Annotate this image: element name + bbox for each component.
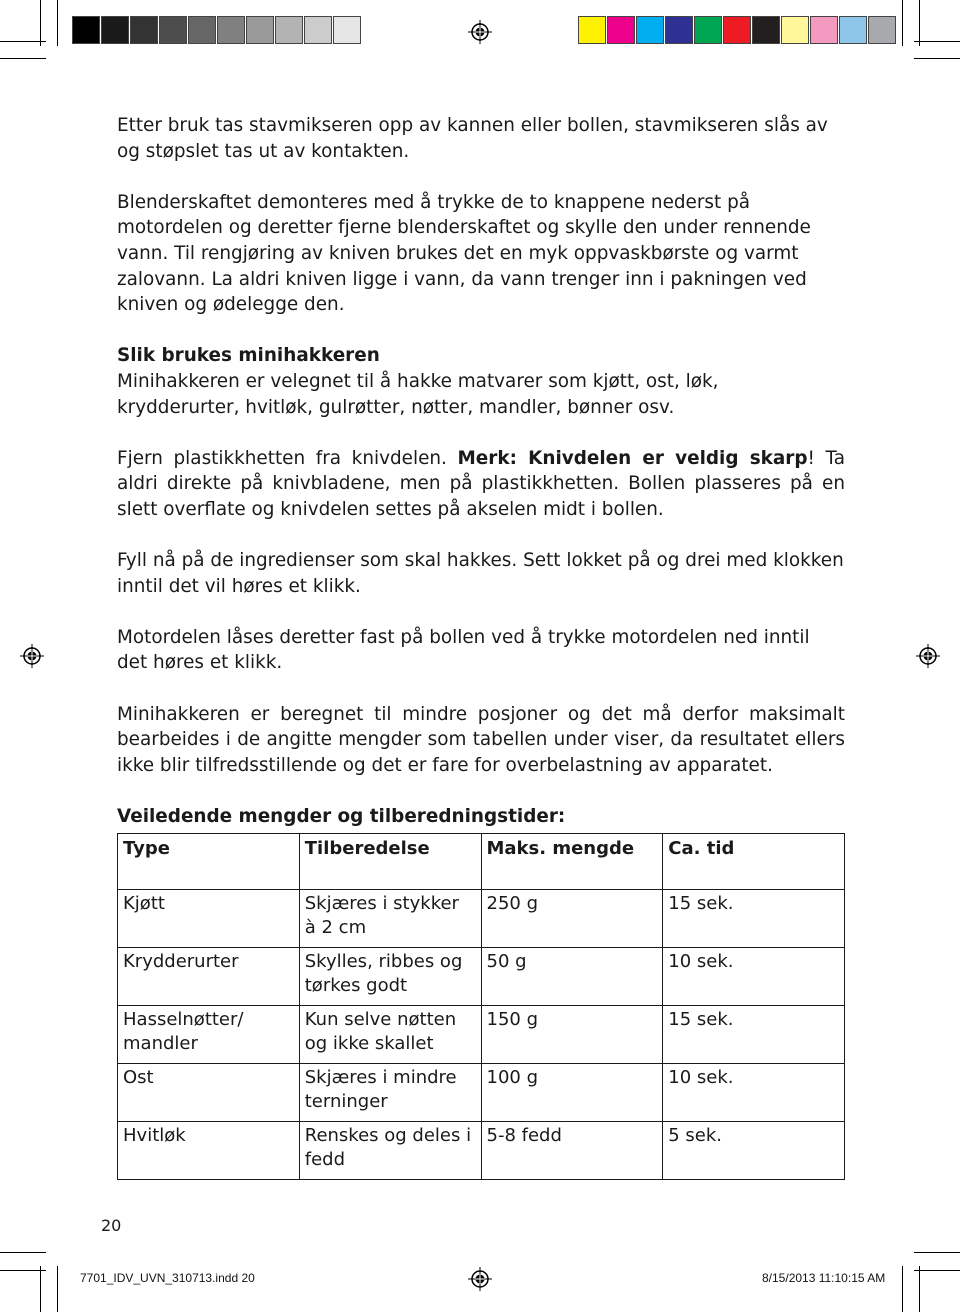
- paragraph-cleaning: Blenderskaftet demonteres med å trykke de to knappene nederst på motordelen og deretter fjerne blenderskaftet og skylle den under rennende vann. Til rengjøring av kniven brukes det en myk oppvaskbørste og varmt zalovann. La aldri kniven ligge i vann, da vann trenger inn i pakningen ved kniven og ødelegge den.: [117, 191, 811, 316]
- color-swatch: [752, 16, 780, 44]
- table-cell: 50 g: [481, 948, 663, 1006]
- table-cell: 10 sek.: [663, 1064, 845, 1122]
- paragraph-mini-chopper-use: Minihakkeren er velegnet til å hakke matvarer som kjøtt, ost, løk, krydderurter, hvitløk, gulrøtter, nøtter, mandler, bønner osv.: [117, 370, 719, 418]
- color-swatch: [868, 16, 896, 44]
- table-header-row: [118, 834, 845, 890]
- crop-mark: [902, 1266, 903, 1312]
- quantities-table: [117, 833, 845, 1180]
- color-swatch: [578, 16, 606, 44]
- crop-mark: [0, 41, 46, 42]
- table-header-cell: Tilberedelse: [299, 834, 481, 890]
- color-swatch: [781, 16, 809, 44]
- document-body: [117, 113, 845, 830]
- color-swatch: [101, 16, 129, 44]
- table-cell: 100 g: [481, 1064, 663, 1122]
- paragraph-after-use: Etter bruk tas stavmikseren opp av kannen eller bollen, stavmikseren slås av og støpslet tas ut av kontakten.: [117, 115, 828, 162]
- crop-mark: [902, 0, 903, 46]
- crop-mark: [0, 1252, 46, 1253]
- table-cell: Kun selve nøtten og ikke skallet: [299, 1006, 481, 1064]
- color-swatch: [333, 16, 361, 44]
- table-cell: 5 sek.: [663, 1122, 845, 1180]
- crop-mark: [40, 0, 41, 46]
- table-header-cell: Type: [118, 834, 300, 890]
- text-span: ! Ta aldri direkte på knivbladene, men på plastikkhetten. Bollen plasseres på en slett overflate og knivdelen settes på akselen midt i bollen.: [117, 447, 845, 520]
- paragraph-fill-ingredients: Fyll nå på de ingredienser som skal hakkes. Sett lokket på og drei med klokken inntil det vil høres et klikk.: [117, 550, 844, 597]
- color-swatch: [188, 16, 216, 44]
- table-cell: Skjæres i stykker à 2 cm: [299, 890, 481, 948]
- table-cell: Skjæres i mindre terninger: [299, 1064, 481, 1122]
- crop-mark: [919, 1266, 920, 1312]
- grayscale-color-bar: [72, 16, 362, 46]
- warning-text: Merk: Knivdelen er veldig skarp: [457, 447, 808, 469]
- color-swatch: [159, 16, 187, 44]
- table-row: [118, 1064, 845, 1122]
- color-swatch: [810, 16, 838, 44]
- color-swatch: [636, 16, 664, 44]
- crop-mark: [919, 0, 920, 46]
- table-cell: 15 sek.: [663, 1006, 845, 1064]
- table-cell: Renskes og deles i fedd: [299, 1122, 481, 1180]
- crop-mark: [57, 1266, 58, 1312]
- color-swatch: [275, 16, 303, 44]
- table-header-cell: Ca. tid: [663, 834, 845, 890]
- crop-mark: [40, 1266, 41, 1312]
- registration-mark-icon: [468, 20, 492, 44]
- crop-mark: [0, 1270, 46, 1271]
- text-span: Fjern plastikkhetten fra knivdelen.: [117, 447, 458, 469]
- crop-mark: [914, 58, 960, 59]
- table-cell: Skylles, ribbes og tørkes godt: [299, 948, 481, 1006]
- color-swatch: [723, 16, 751, 44]
- paragraph-capacity: Minihakkeren er beregnet til mindre posjoner og det må derfor maksimalt bearbeides i de angitte mengder som tabellen under viser, da resultatet ellers ikke blir tilfredsstillende og det er fare for overbelastning av apparatet.: [117, 703, 845, 776]
- color-swatch: [246, 16, 274, 44]
- crop-mark: [914, 1252, 960, 1253]
- paragraph-knife-warning: [117, 446, 845, 523]
- color-swatch: [304, 16, 332, 44]
- section-heading-mini-chopper: Slik brukes minihakkeren: [117, 345, 380, 367]
- paragraph-lock-motor: Motordelen låses deretter fast på bollen ved å trykke motordelen ned inntil det høres et klikk.: [117, 626, 810, 674]
- process-color-bar: [578, 16, 897, 46]
- color-swatch: [72, 16, 100, 44]
- registration-mark-icon: [916, 644, 940, 668]
- color-swatch: [694, 16, 722, 44]
- table-cell: Hvitløk: [118, 1122, 300, 1180]
- table-cell: 250 g: [481, 890, 663, 948]
- section-heading-quantities: Veiledende mengder og tilberedningstider:: [117, 806, 566, 828]
- table-cell: Kjøtt: [118, 890, 300, 948]
- color-swatch: [130, 16, 158, 44]
- color-swatch: [665, 16, 693, 44]
- page-number: 20: [101, 1216, 122, 1235]
- table-header-cell: Maks. mengde: [481, 834, 663, 890]
- slug-timestamp: 8/15/2013 11:10:15 AM: [762, 1271, 886, 1285]
- table-cell: 10 sek.: [663, 948, 845, 1006]
- color-swatch: [217, 16, 245, 44]
- table-cell: 15 sek.: [663, 890, 845, 948]
- color-swatch: [839, 16, 867, 44]
- table-row: [118, 890, 845, 948]
- registration-mark-icon: [20, 644, 44, 668]
- crop-mark: [0, 58, 46, 59]
- table-row: [118, 1006, 845, 1064]
- color-swatch: [607, 16, 635, 44]
- table-cell: 5-8 fedd: [481, 1122, 663, 1180]
- table-row: [118, 948, 845, 1006]
- table-cell: Krydderurter: [118, 948, 300, 1006]
- crop-mark: [57, 0, 58, 46]
- table-cell: Hasselnøtter/ mandler: [118, 1006, 300, 1064]
- table-row: [118, 1122, 845, 1180]
- registration-mark-icon: [468, 1267, 492, 1291]
- crop-mark: [914, 1270, 960, 1271]
- table-cell: 150 g: [481, 1006, 663, 1064]
- table-cell: Ost: [118, 1064, 300, 1122]
- crop-mark: [914, 41, 960, 42]
- slug-file-info: 7701_IDV_UVN_310713.indd 20: [80, 1271, 255, 1285]
